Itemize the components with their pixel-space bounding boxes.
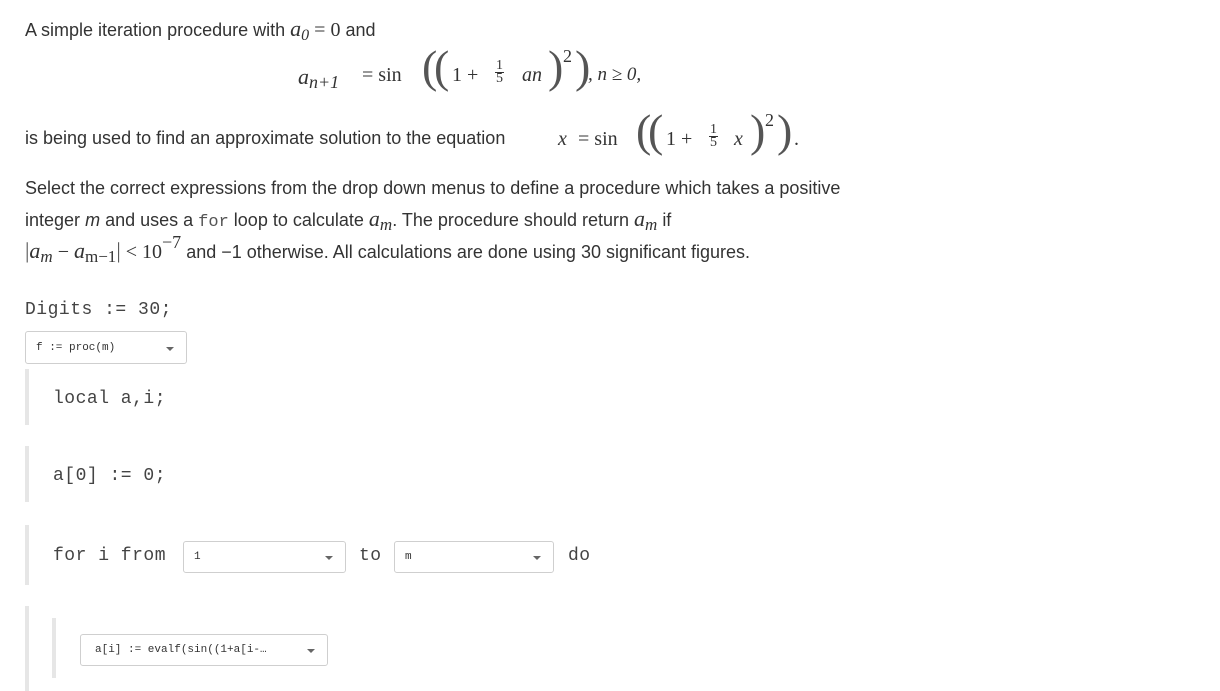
block-indent-bar [25, 525, 29, 585]
proc-header-select[interactable] [25, 331, 187, 364]
block-indent-bar [25, 369, 29, 425]
paren-outer-left: ( [422, 41, 438, 92]
eq-paren-outer-right: ) [777, 105, 793, 156]
paren-outer-right: ) [575, 41, 591, 92]
nested-indent-bar [52, 618, 56, 678]
paren-inner-left: ( [434, 41, 450, 92]
eq-paren-outer-left: ( [636, 105, 652, 156]
eq-paren-inner-left: ( [648, 105, 664, 156]
to-keyword: to [359, 546, 382, 566]
do-keyword: do [568, 546, 591, 566]
loop-body-select-value: a[i] := evalf(sin((1+a[i-… [95, 644, 267, 656]
formula-fraction: $\frac{1}{5}$ [496, 58, 503, 86]
loop-end-select[interactable] [394, 541, 554, 573]
intro-line-1 [25, 16, 376, 42]
initial-value-statement: a[0] := 0; [53, 466, 167, 486]
chevron-down-icon [307, 649, 315, 653]
eq-period: . [794, 128, 799, 150]
eq-paren-inner-right: ) [750, 105, 766, 156]
paren-inner-right: ) [548, 41, 564, 92]
digits-statement: Digits := 30; [25, 300, 172, 320]
math-a: a0 [290, 16, 310, 44]
chevron-down-icon [533, 556, 541, 560]
chevron-down-icon [166, 347, 174, 351]
eq-x-inner: x [734, 128, 743, 150]
eq-square: 2 [765, 110, 774, 130]
formula-square: 2 [563, 46, 572, 66]
proc-header-select-value: f := proc(m) [36, 341, 116, 354]
formula-an: an [522, 64, 542, 86]
intro-line-3 [25, 128, 505, 149]
formula-condition: , n ≥ 0, [588, 64, 642, 85]
instructions-line-3: |am − am−1| < 10−7 and −1 otherwise. All calculations are done using 30 significant figures. [25, 232, 751, 266]
chevron-down-icon [325, 556, 333, 560]
formula-lhs: an+1 [298, 64, 340, 92]
loop-start-select[interactable] [183, 541, 346, 573]
eq-fraction: $\frac{1}{5}$ [710, 122, 717, 150]
block-indent-bar [25, 446, 29, 502]
intro-and: and [345, 20, 376, 40]
eq-x: x [558, 128, 567, 150]
loop-body-select[interactable] [80, 634, 328, 666]
for-keyword: for i from [53, 546, 167, 566]
equation-intro-text: is being used to find an approximate solution to the equation [25, 128, 506, 148]
intro-text: A simple iteration procedure with [25, 20, 286, 40]
loop-start-select-value: 1 [194, 551, 201, 563]
local-declaration: local a,i; [53, 389, 167, 409]
math-eq-zero: = 0 [314, 19, 341, 41]
eq-one-plus: 1 + [666, 128, 693, 150]
instructions-line-1: Select the correct expressions from the drop down menus to define a procedure which takes a positive [25, 178, 841, 198]
instructions-line-2: integer m and uses a for loop to calculate am. The procedure should return am if [25, 206, 672, 234]
loop-end-select-value: m [405, 551, 412, 563]
block-indent-bar [25, 606, 29, 691]
eq-sin: = sin [578, 128, 618, 150]
formula-eq-sin: = sin [362, 64, 402, 86]
formula-one-plus: 1 + [452, 64, 479, 86]
